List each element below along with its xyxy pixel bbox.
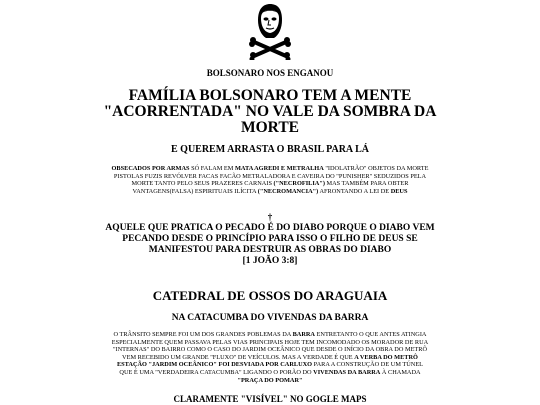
emphasis-text: ("NECROMANCIA") (257, 187, 319, 195)
dagger-icon: † (267, 212, 273, 222)
body-text: O TRÂNSITO SEMPRE FOI UM DOS GRANDES POBLEMAS DA (113, 331, 293, 338)
body-text: AFRONTANDO A LEI DE (318, 187, 391, 195)
emphasis-text: ("NECROFILIA") (273, 180, 325, 188)
emphasis-text: MATA AGREDI E METRALHA (234, 165, 324, 172)
bible-verse (100, 223, 440, 267)
body-text: À CHAMADA (380, 368, 421, 376)
section-subheading: NA CATACUMBA DO VIVENDAS DA BARRA (171, 313, 369, 323)
section-heading: CATEDRAL DE OSSOS DO ARAGUAIA (152, 288, 388, 303)
closing-heading: CLARAMENTE "VISÍVEL" NO GOGLE MAPS (173, 394, 367, 404)
skull-crossbones-portrait-icon (248, 2, 292, 60)
emphasis-text: OBSECADOS POR ARMAS (111, 165, 190, 172)
body-text: PARA A CONSTRUÇÃO DE UM TÚNEL QUE É UMA "VERDADEIRA CATACUMBA" LIGANDO O PORÃO DO (119, 361, 424, 376)
emphasis-text: BARRA (292, 331, 315, 338)
page-title: FAMÍLIA BOLSONARO TEM A MENTE "ACORRENTADA" NO VALE DA SOMBRA DA MORTE (103, 87, 437, 136)
paragraph-transito (110, 331, 430, 384)
paragraph-armas (110, 165, 430, 195)
body-text: "IDOLATRÃO" OBJETOS DA MORTE PISTOLAS FUZIS REVÓLVER FACAS FACÃO METRALADORA E CAVEIRA DO "PUNISHER" SEDUZIDOS PELA MORTE TANTO PELO SEUS PRAZERES CARNAIS (113, 165, 429, 188)
emphasis-text: DEUS (390, 187, 408, 195)
body-text: SÓ FALAM EM (189, 165, 235, 172)
subtitle: E QUEREM ARRASTA O BRASIL PARA LÁ (171, 144, 369, 155)
kicker-heading: BOLSONARO NOS ENGANOU (206, 68, 334, 78)
body-text: ENTRETANTO O QUE ANTES ATINGIA ESPECIALMENTE QUEM PASSAVA PELAS VIAS PRINCIPAIS HOJE TEM INCOMODADO OS MORADOR DE RUA "INTERNAS" DO BAIRRO COMO O CASO DO JARDIM OCEÂNICO QUE DESDE O INÍCIO DA OBRA DO METRÔ VEM RECEBIDO UM GRANDE "FLUXO" DE VEÍCULOS. MAS A VERDADE É QUE (111, 331, 429, 361)
verse-reference: [1 JOÃO 3:8] (242, 256, 298, 266)
body-text: MAS TAMBÉM PARA OBTER VANTAGENS(FALSA) ESPIRITUAIS ILÍCITA (132, 180, 409, 195)
emphasis-text: "PRAÇA DO POMAR" (237, 376, 303, 384)
verse-text: AQUELE QUE PRATICA O PECADO É DO DIABO PORQUE O DIABO VEM PECANDO DESDE O PRINCÍPIO PARA ISSO O FILHO DE DEUS SE MANIFESTOU PARA DESTRUIR AS OBRAS DO DIABO (105, 223, 435, 255)
emphasis-text: A VERBA DO METRÔ ESTAÇÃO "JARDIM OCEÂNICO" FOI DESVIADA POR CARLUXO (116, 353, 418, 369)
emphasis-text: VIVENDAS DA BARRA (313, 368, 381, 376)
